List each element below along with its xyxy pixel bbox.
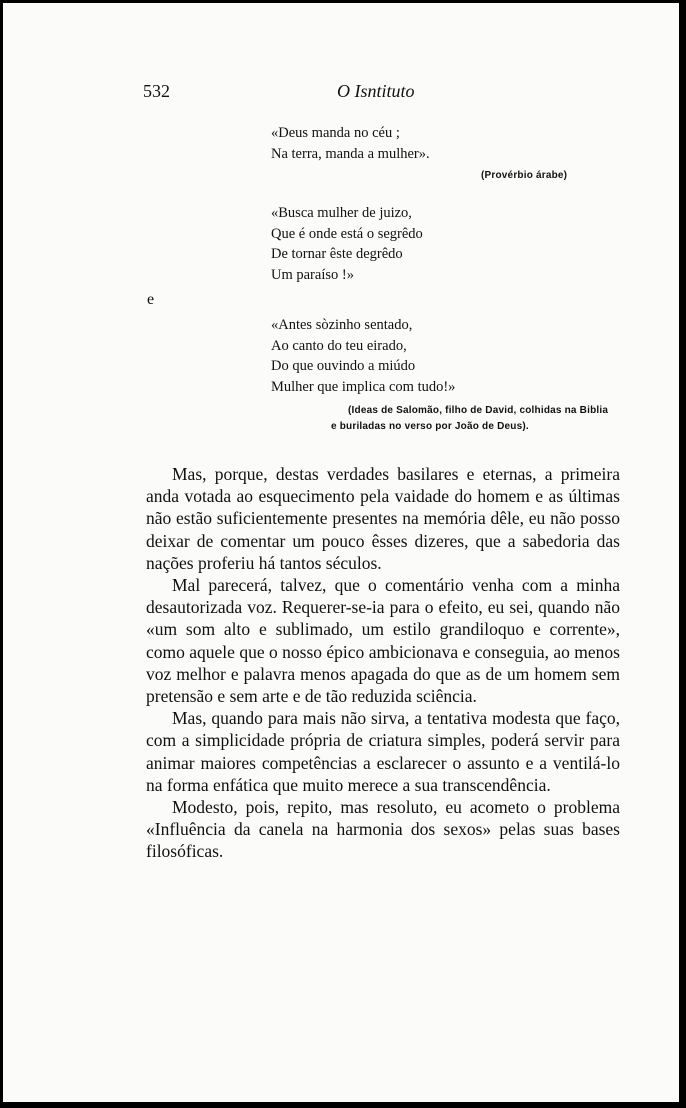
verse-line: «Antes sòzinho sentado, [271, 317, 413, 333]
verse-line: «Deus manda no céu ; [271, 125, 400, 141]
attribution-line: e buriladas no verso por João de Deus). [331, 421, 529, 432]
body-text [146, 463, 620, 863]
verse-1-attribution: (Provérbio árabe) [481, 170, 568, 181]
paragraph: Mal parecerá, talvez, que o comentário venha com a minha desautorizada voz. Requerer-se-ia para o efeito, eu sei, quando não «um som alto e sublimado, um estilo grandiloquo e corrente», como aquele que o nosso épico ambicionava e conseguia, ao menos voz melhor e palavra menos apagada do que as de um homem sem pretensão e sem arte e de tão reduzida sciência. [146, 575, 620, 707]
paragraph: Modesto, pois, repito, mas resoluto, eu acometo o problema «Influência da canela na harmonia dos sexos» pelas suas bases filosóficas. [146, 797, 620, 862]
attribution-line: (Ideas de Salomão, filho de David, colhidas na Biblia [348, 405, 609, 416]
epigraph-verse-1 [271, 123, 430, 164]
epigraph-verse-3 [271, 315, 455, 397]
verse-line: Do que ouvindo a miúdo [271, 358, 416, 374]
verse-line: Ao canto do teu eirado, [271, 337, 407, 354]
page-header [3, 81, 679, 105]
verse-line: «Busca mulher de juizo, [271, 205, 412, 221]
verse-3-attribution [331, 403, 608, 435]
paragraph: Mas, porque, destas verdades basilares e eternas, a primeira anda votada ao esquecimento pela vaidade do homem e as últimas não estão suficientemente presentes na memória dêle, eu não posso deixar de comentar um pouco êsses dizeres, que a sabedoria das nações proferiu há tantos séculos. [146, 464, 620, 573]
page-number: 532 [143, 81, 170, 101]
verse-line: Que é onde está o segrêdo [271, 225, 423, 242]
verse-line: Na terra, manda a mulher». [271, 145, 430, 162]
book-page [3, 3, 679, 1102]
verse-line: Mulher que implica com tudo!» [271, 378, 456, 395]
conjunction: e [147, 291, 155, 308]
verse-line: Um paraíso !» [271, 266, 354, 283]
running-title: O Isntituto [337, 81, 415, 101]
verse-line: De tornar êste degrêdo [271, 246, 403, 262]
paragraph: Mas, quando para mais não sirva, a tentativa modesta que faço, com a simplicidade própria de criatura simples, poderá servir para animar maiores competências a esclarecer o assunto e a ventilá-lo na forma enfática que muito merece a sua transcendência. [146, 708, 620, 795]
epigraph-verse-2 [271, 203, 423, 285]
